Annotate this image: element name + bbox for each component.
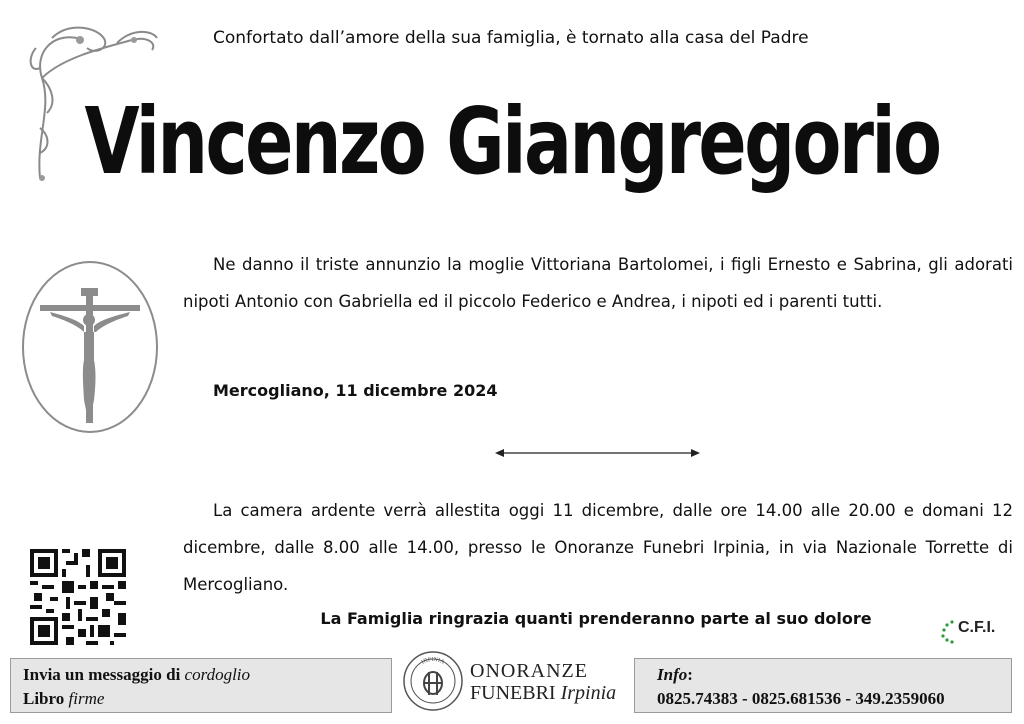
qr-code[interactable]: [30, 549, 126, 645]
double-arrow-divider: [495, 446, 700, 460]
guestbook-link[interactable]: Libro firme: [23, 689, 105, 708]
deceased-name: Vincenzo Giangregorio: [84, 88, 940, 195]
announcement-paragraph: Ne danno il triste annunzio la moglie Vittoriana Bartolomei, i figli Ernesto e Sabrina, gli adorati nipoti Antonio con Gabriella ed il piccolo Federico e Andrea, i nipoti ed i parenti tutti.: [183, 255, 1013, 311]
intro-text: Confortato dall’amore della sua famiglia, è tornato alla casa del Padre: [213, 28, 809, 48]
wake-paragraph: La camera ardente verrà allestita oggi 11 dicembre, dalle ore 14.00 alle 20.00 e domani 12 dicembre, dalle 8.00 alle 14.00, presso le Onoranze Funebri Irpinia, in via Nazionale Torrette di Mercogliano.: [183, 501, 1013, 594]
thanks-text: La Famiglia ringrazia quanti prenderanno parte al suo dolore: [320, 609, 872, 628]
phone-numbers[interactable]: 0825.74383 - 0825.681536 - 349.2359060: [657, 689, 945, 708]
cfi-logo-text: C.F.I.: [958, 619, 996, 636]
funeral-home-logo: [402, 650, 464, 712]
crucifix-icon: [20, 260, 160, 435]
condolence-box[interactable]: [10, 658, 392, 713]
info-box: Info: 0825.74383 - 0825.681536 - 349.2359060: [634, 658, 1012, 713]
cfi-logo: [938, 616, 1018, 652]
logo-arc-text: IRPINIA: [420, 656, 446, 666]
condolence-link[interactable]: Invia un messaggio di cordoglio: [23, 665, 251, 684]
place-date: Mercogliano, 11 dicembre 2024: [213, 381, 498, 400]
funeral-home-name: ONORANZE FUNEBRI Irpinia: [470, 660, 617, 704]
